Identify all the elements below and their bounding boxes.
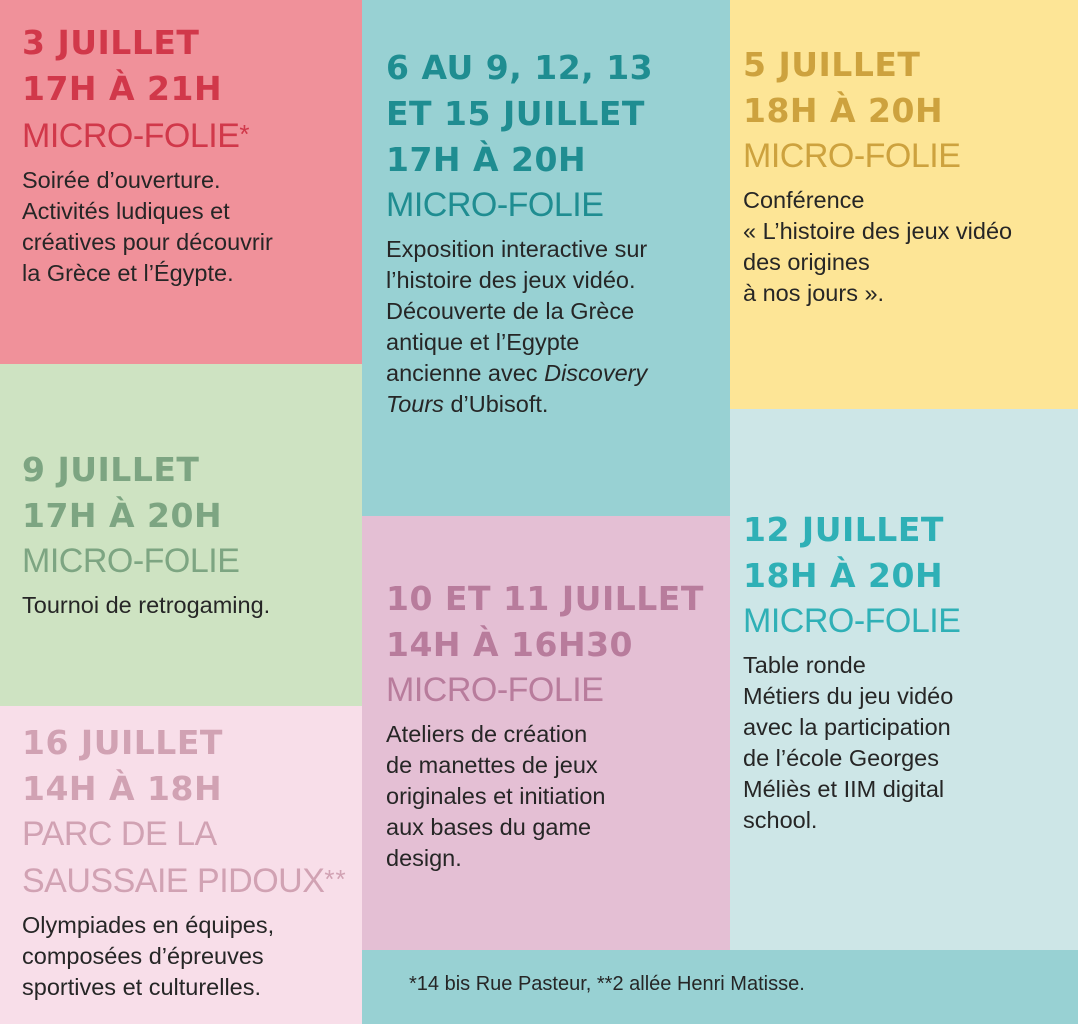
event-description: Olympiades en équipes, composées d’épreuves sportives et culturelles. (22, 912, 275, 1000)
venue-name: PARC DE LA SAUSSAIE PIDOUX (22, 815, 325, 900)
event-date: 10 ET 11 JUILLET 14H À 16H30 (386, 579, 704, 664)
footnote-text: *14 bis Rue Pasteur, **2 allée Henri Matisse. (409, 973, 805, 995)
event-description: Table ronde Métiers du jeu vidéo avec la participation de l’école Georges Méliès et IIM digital school. (743, 652, 954, 833)
event-panel-9-juillet (0, 364, 362, 706)
description-italic: Discovery (544, 360, 648, 386)
event-venue: MICRO-FOLIE (386, 671, 604, 709)
event-venue (22, 812, 362, 904)
event-description: Conférence « L’histoire des jeux vidéo des origines à nos jours ». (743, 187, 1013, 306)
event-venue (22, 112, 362, 159)
event-panel-12-juillet (730, 409, 1078, 950)
description-text: d’Ubisoft. (443, 391, 549, 417)
event-description (386, 234, 730, 420)
event-date: 5 JUILLET 18H À 20H (743, 45, 944, 130)
event-venue: MICRO-FOLIE (22, 542, 240, 580)
event-date: 3 JUILLET 17H À 21H (22, 23, 223, 108)
event-description: Ateliers de création de manettes de jeux originales et initiation aux bases du game design. (386, 721, 606, 871)
event-date: 6 AU 9, 12, 13 ET 15 JUILLET 17H À 20H (386, 48, 654, 179)
footnote-bar (362, 950, 1078, 1024)
event-description: Soirée d’ouverture. Activités ludiques et créatives pour découvrir la Grèce et l’Égypte. (22, 167, 273, 286)
footnote-mark: * (239, 119, 251, 149)
event-panel-6-au-15-juillet (362, 0, 730, 516)
event-date: 12 JUILLET 18H À 20H (743, 510, 944, 595)
event-description: Tournoi de retrogaming. (22, 592, 271, 618)
event-venue: MICRO-FOLIE (386, 186, 604, 224)
event-panel-16-juillet (0, 706, 362, 1024)
footnote-mark: ** (324, 864, 347, 894)
venue-name: MICRO-FOLIE (22, 117, 240, 155)
event-venue: MICRO-FOLIE (743, 602, 961, 640)
event-venue: MICRO-FOLIE (743, 137, 961, 175)
event-panel-10-11-juillet (362, 516, 730, 950)
description-italic: Tours (386, 391, 444, 417)
event-date: 9 JUILLET 17H À 20H (22, 450, 223, 535)
event-panel-5-juillet (730, 0, 1078, 409)
event-panel-3-juillet (0, 0, 362, 364)
event-date: 16 JUILLET 14H À 18H (22, 723, 223, 808)
description-text: Exposition interactive sur l’histoire des jeux vidéo. Découverte de la Grèce antique et l’Egypte ancienne avec (386, 236, 648, 386)
